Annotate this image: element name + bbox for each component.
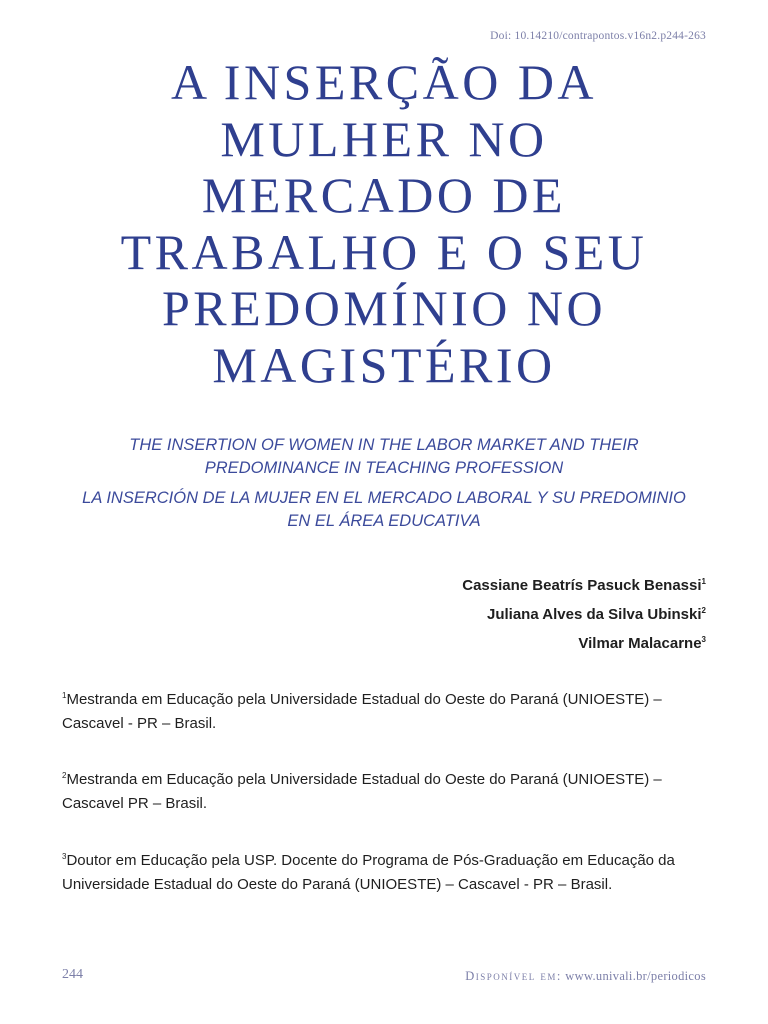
available-label: Disponível em: [465,969,562,983]
article-title [40,54,728,393]
author [462,629,706,658]
title-line: MAGISTÉRIO [212,336,556,393]
author-name: Juliana Alves da Silva Ubinski [487,606,702,623]
english-title: THE INSERTION OF WOMEN IN THE LABOR MARKET AND THEIR PREDOMINANCE IN TEACHING PROFESSION [129,436,639,477]
doi-reference: Doi: 10.14210/contrapontos.v16n2.p244-263 [490,30,706,42]
affiliation [62,688,712,736]
author [462,571,706,600]
title-line: MULHER NO [220,110,548,167]
title-line: TRABALHO E O SEU [120,223,648,280]
spanish-title: LA INSERCIÓN DE LA MUJER EN EL MERCADO LABORAL Y SU PREDOMINIO EN EL ÁREA EDUCATIVA [82,489,686,530]
translated-titles [70,434,698,533]
affiliation [62,768,712,816]
affiliation-marker: 2 [62,771,67,780]
availability-footer [465,969,706,984]
author-marker: 2 [701,606,706,615]
title-line: MERCADO DE [201,167,567,223]
author-marker: 1 [701,577,706,586]
author-marker: 3 [701,635,706,644]
affiliation-marker: 1 [62,691,67,700]
title-line: PREDOMÍNIO NO [161,280,607,336]
affiliation [62,849,712,897]
author-list [462,571,706,658]
title-line: A INSERÇÃO DA [170,54,598,110]
affiliation-text: Mestranda em Educação pela Universidade Estadual do Oeste do Paraná (UNIOESTE) – Cascavel - PR – Brasil. [62,691,662,732]
affiliation-text: Doutor em Educação pela USP. Docente do Programa de Pós-Graduação em Educação da Universidade Estadual do Oeste do Paraná (UNIOESTE) – Cascavel - PR – Brasil. [62,852,675,893]
page-number: 244 [62,967,83,982]
journal-url[interactable]: www.univali.br/periodicos [565,969,706,983]
author-name: Cassiane Beatrís Pasuck Benassi [462,577,702,594]
author-name: Vilmar Malacarne [578,635,702,652]
affiliation-text: Mestranda em Educação pela Universidade Estadual do Oeste do Paraná (UNIOESTE) – Cascavel PR – Brasil. [62,771,662,812]
author [462,600,706,629]
affiliation-marker: 3 [62,852,67,861]
